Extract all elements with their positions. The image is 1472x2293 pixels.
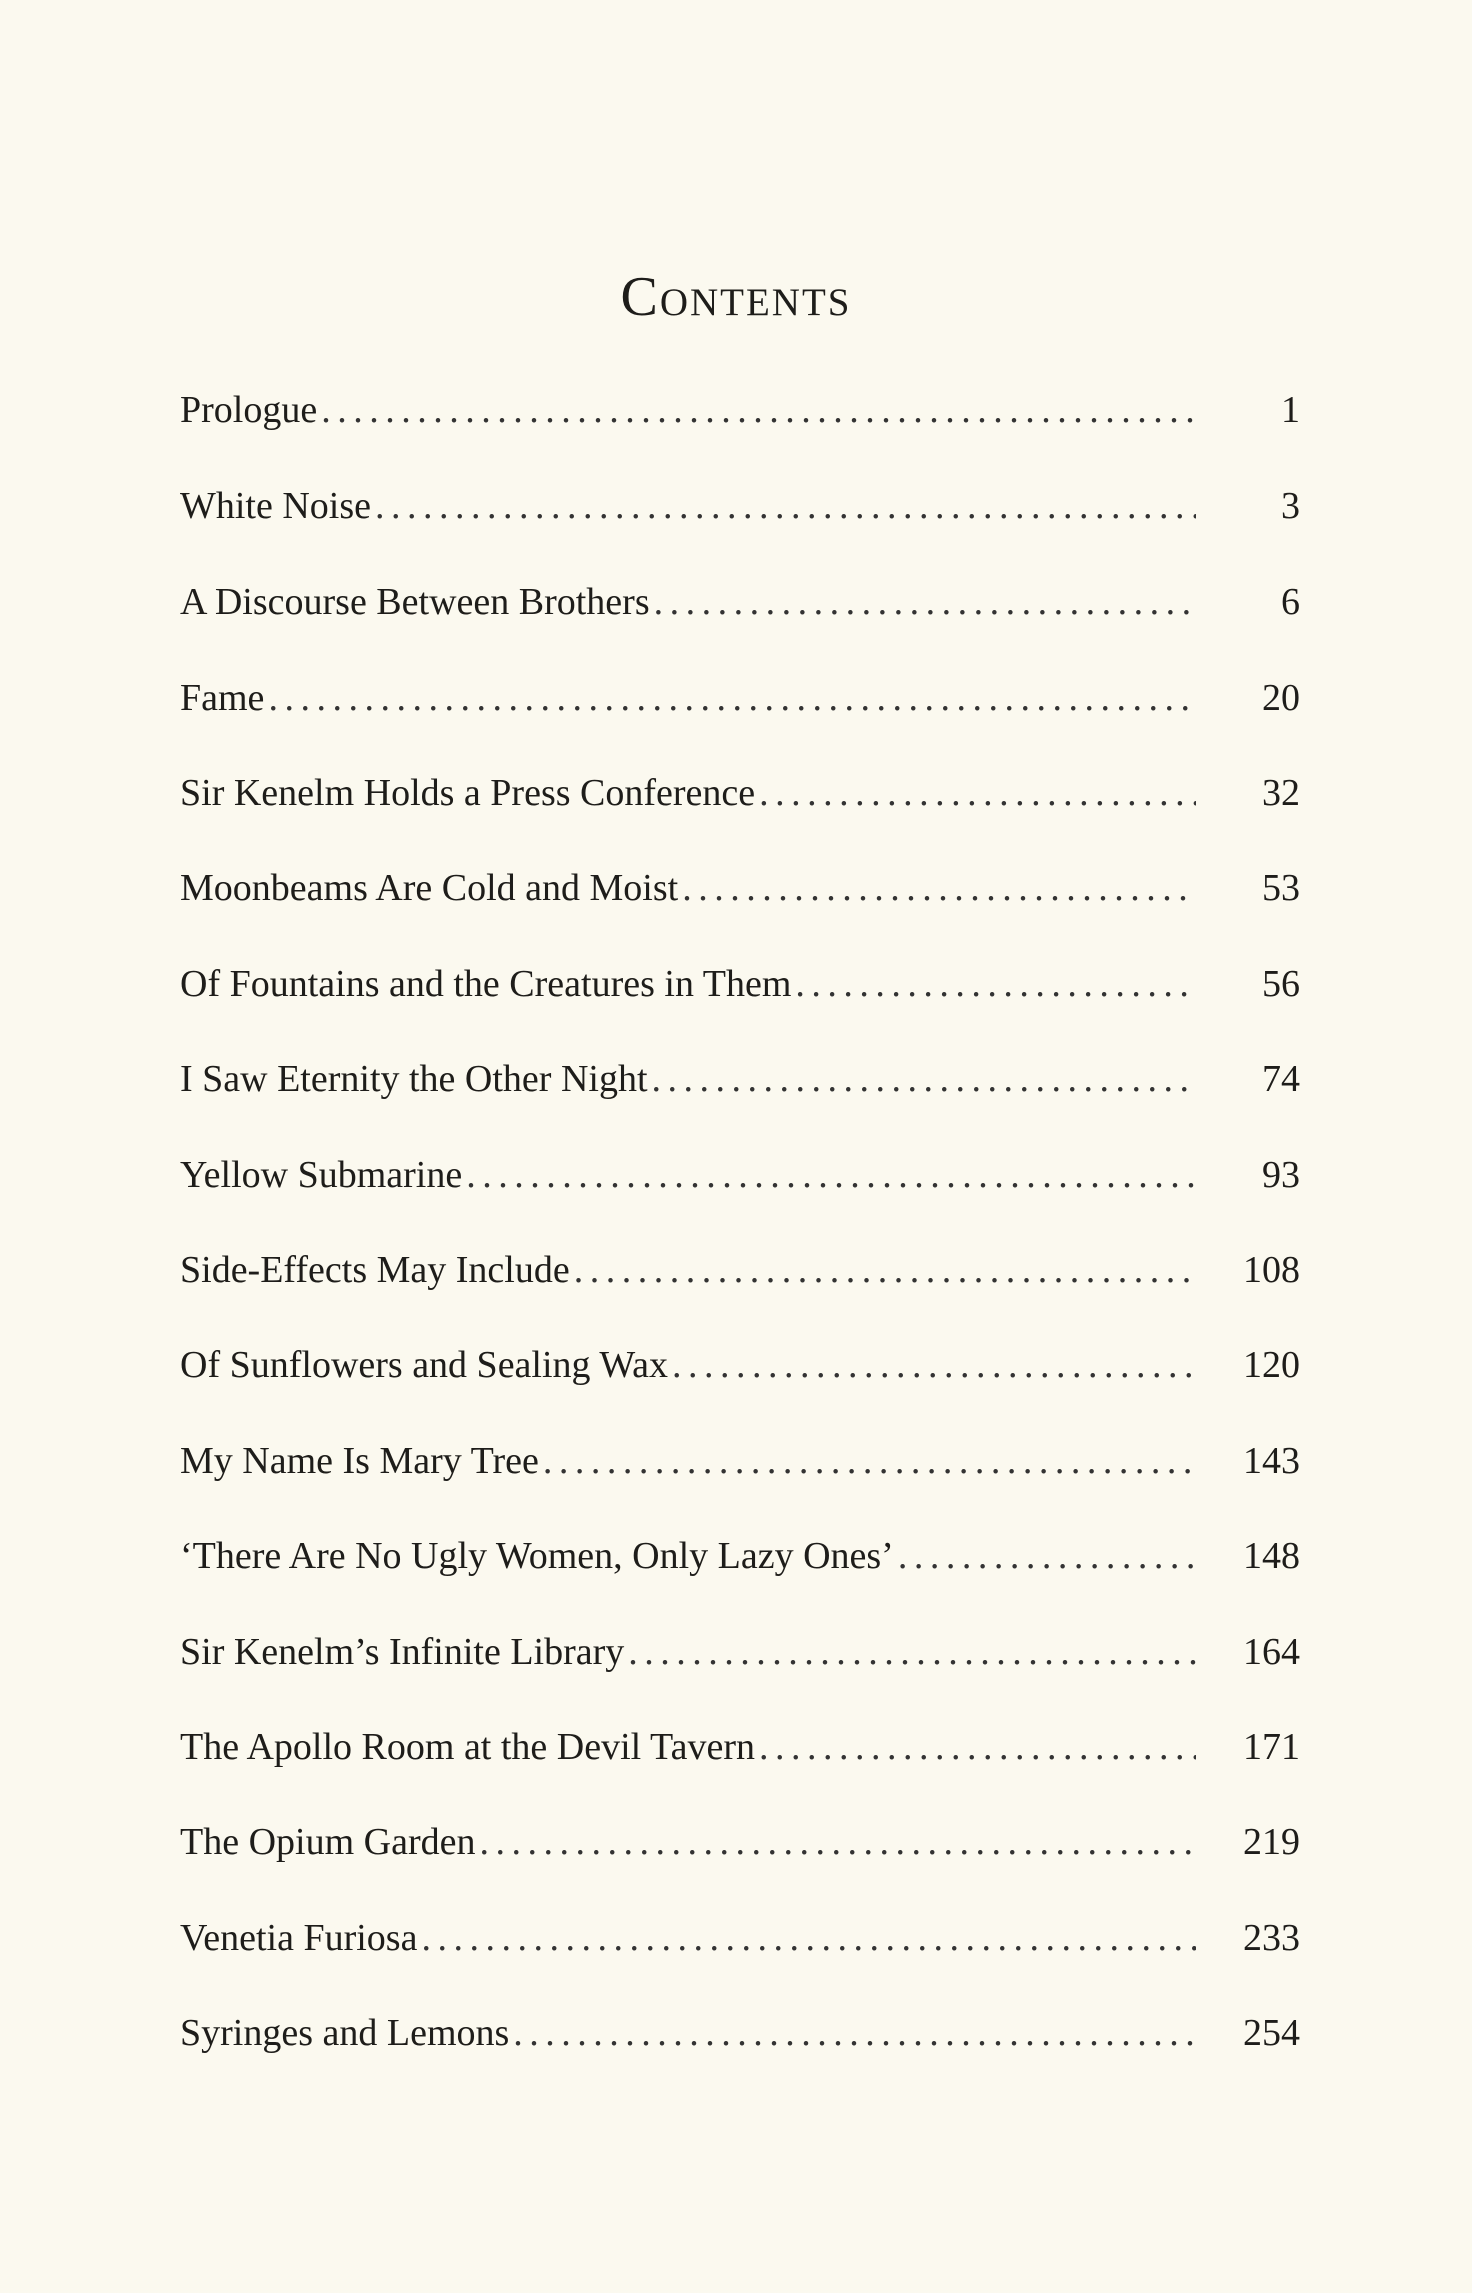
toc-entry-title: A Discourse Between Brothers [180, 581, 650, 623]
dot-leader [898, 1526, 1196, 1586]
contents-heading: Contents [620, 266, 852, 328]
toc-entry [180, 476, 1300, 536]
toc-entry-page: 32 [1262, 772, 1300, 814]
toc-entry-title: Sir Kenelm Holds a Press Conference [180, 772, 756, 814]
toc-entry [180, 1049, 1300, 1109]
toc-entry-title: Fame [180, 677, 265, 719]
toc-entry [180, 1431, 1300, 1491]
toc-entry [180, 668, 1300, 728]
dot-leader [759, 1717, 1196, 1777]
toc-entry-page: 56 [1262, 963, 1300, 1005]
dot-leader [628, 1622, 1196, 1682]
dot-leader [513, 2003, 1196, 2063]
toc-entry-page: 233 [1243, 1917, 1300, 1959]
toc-entry-page: 20 [1262, 677, 1300, 719]
toc-entry-title: Of Fountains and the Creatures in Them [180, 963, 792, 1005]
toc-entry [180, 954, 1300, 1014]
toc-entry-title: The Apollo Room at the Devil Tavern [180, 1726, 755, 1768]
toc-entry [180, 1812, 1300, 1872]
dot-leader [466, 1145, 1196, 1205]
dot-leader [654, 572, 1196, 632]
toc-entry-title: Prologue [180, 389, 318, 431]
toc-entry-page: 143 [1243, 1440, 1300, 1482]
dot-leader [321, 380, 1196, 440]
toc-entry-page: 53 [1262, 867, 1300, 909]
toc-entry [180, 1240, 1300, 1300]
toc-entry-page: 108 [1243, 1249, 1300, 1291]
toc-entry-title: ‘There Are No Ugly Women, Only Lazy Ones’ [180, 1535, 894, 1577]
dot-leader [479, 1812, 1196, 1872]
toc-entry-page: 148 [1243, 1535, 1300, 1577]
toc-entry-page: 93 [1262, 1154, 1300, 1196]
toc-entry-title: Venetia Furiosa [180, 1917, 418, 1959]
toc-entry-page: 6 [1281, 581, 1300, 623]
dot-leader [682, 858, 1196, 918]
toc-entry [180, 380, 1300, 440]
toc-entry-page: 254 [1243, 2012, 1300, 2054]
dot-leader [543, 1431, 1196, 1491]
toc-entry-title: My Name Is Mary Tree [180, 1440, 539, 1482]
dot-leader [421, 1908, 1196, 1968]
toc-entry [180, 1622, 1300, 1682]
toc-entry-title: Of Sunflowers and Sealing Wax [180, 1344, 669, 1386]
toc-entry-title: Side-Effects May Include [180, 1249, 570, 1291]
toc-entry [180, 1145, 1300, 1205]
toc-entry-title: I Saw Eternity the Other Night [180, 1058, 648, 1100]
toc-entry-page: 120 [1243, 1344, 1300, 1386]
toc-entry [180, 858, 1300, 918]
dot-leader [795, 954, 1196, 1014]
dot-leader [652, 1049, 1196, 1109]
toc-entry [180, 763, 1300, 823]
toc-entry [180, 572, 1300, 632]
toc-entry-title: Syringes and Lemons [180, 2012, 510, 2054]
toc-entry-title: Moonbeams Are Cold and Moist [180, 867, 679, 909]
toc-entry-page: 219 [1243, 1821, 1300, 1863]
dot-leader [375, 476, 1196, 536]
toc-entry [180, 1908, 1300, 1968]
toc-entry [180, 2003, 1300, 2063]
toc-entry-page: 164 [1243, 1631, 1300, 1673]
dot-leader [759, 763, 1196, 823]
toc-entry [180, 1717, 1300, 1777]
dot-leader [574, 1240, 1196, 1300]
toc-entry-title: White Noise [180, 485, 372, 527]
toc-entry-title: The Opium Garden [180, 1821, 476, 1863]
toc-entry [180, 1335, 1300, 1395]
toc-entry-page: 1 [1281, 389, 1300, 431]
dot-leader [268, 668, 1196, 728]
toc-entry-title: Sir Kenelm’s Infinite Library [180, 1631, 625, 1673]
dot-leader [672, 1335, 1196, 1395]
toc-entry-page: 3 [1281, 485, 1300, 527]
toc-entry-title: Yellow Submarine [180, 1154, 463, 1196]
toc-entry [180, 1526, 1300, 1586]
toc-entry-page: 171 [1243, 1726, 1300, 1768]
toc-entry-page: 74 [1262, 1058, 1300, 1100]
